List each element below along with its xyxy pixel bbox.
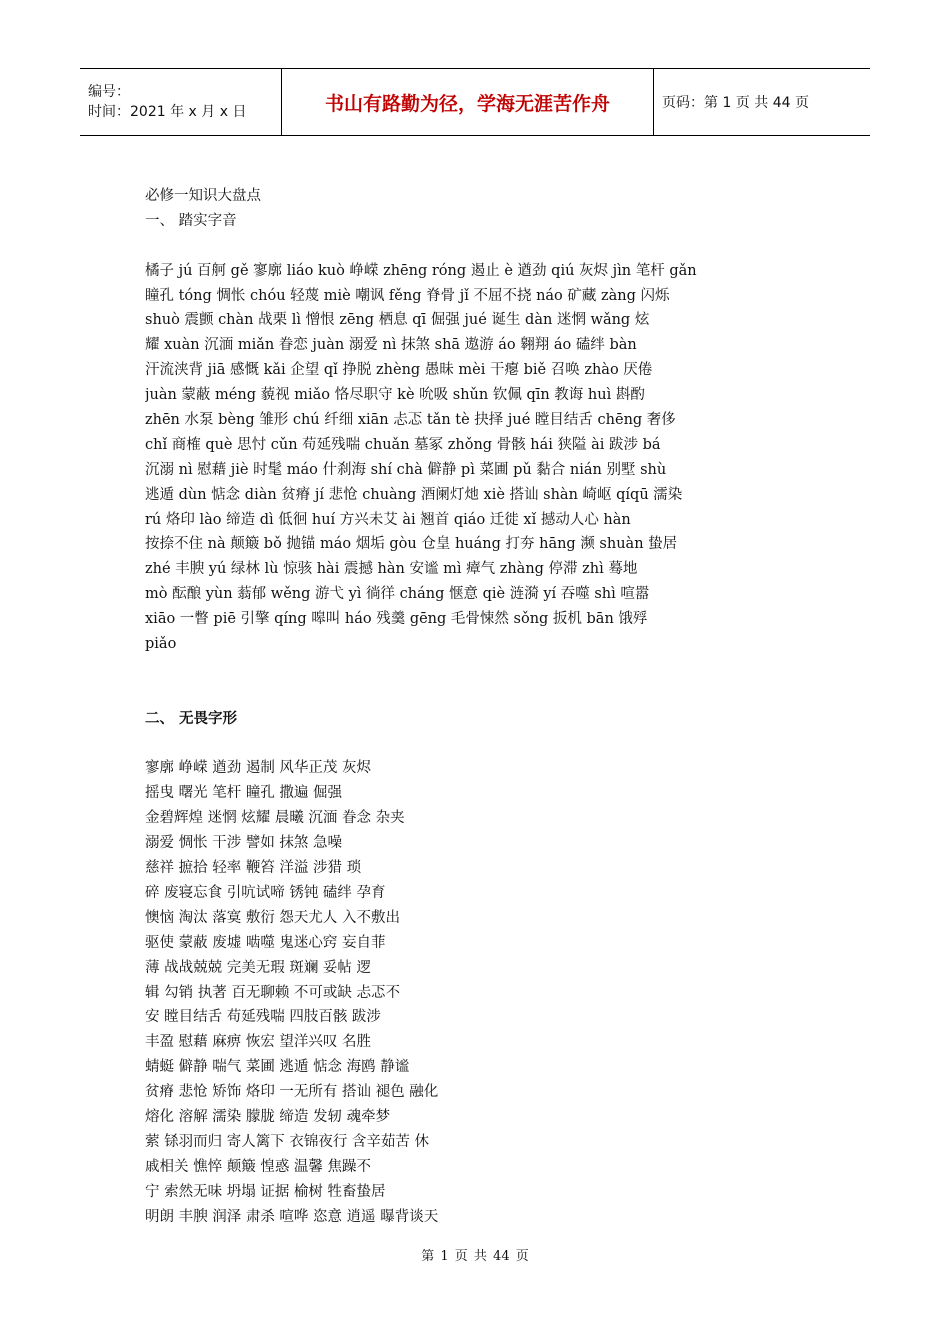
text-line: 宁 索然无味 坍塌 证据 榆树 牲畜蛰居 xyxy=(145,1183,386,1200)
motto: 书山有路勤为径，学海无涯苦作舟 xyxy=(324,92,610,115)
text-line: 懊恼 淘汰 落寞 敷衍 怨天尤人 入不敷出 xyxy=(145,909,401,926)
text-line: 碎 废寝忘食 引吭试啼 锈钝 磕绊 孕育 xyxy=(145,884,386,901)
text-line: 明朗 丰腴 润泽 肃杀 喧哗 恣意 逍遥 曝背谈天 xyxy=(145,1208,439,1225)
text-line: 慈祥 摭拾 轻率 鞭笞 洋溢 涉猎 琐 xyxy=(145,860,362,877)
text-line: 蜻蜓 僻静 喘气 菜圃 逃遁 惦念 海鸥 静谧 xyxy=(145,1059,410,1076)
page-footer: 第 1 页 共 44 页 xyxy=(421,1249,529,1264)
text-line: 逃遁 dùn 惦念 diàn 贫瘠 jí 悲怆 chuàng 酒阑灯灺 xiè 搭讪 shàn 崎岖 qíqū 濡染 xyxy=(145,486,683,503)
document-body xyxy=(145,184,810,1229)
text-line: xiāo 一瞥 piē 引擎 qíng 嗥叫 háo 残羹 gēng 毛骨悚然 sǒng 扳机 bān 饿殍 xyxy=(145,611,648,628)
text-line: 熔化 溶解 濡染 朦胧 缔造 发轫 魂牵梦 xyxy=(145,1108,391,1125)
section1-list xyxy=(145,259,810,657)
date-label: 时间：2021 年 x 月 x 日 xyxy=(88,104,247,120)
text-line: 萦 铩羽而归 寄人篱下 衣锦夜行 含辛茹苦 休 xyxy=(145,1133,430,1150)
header-meta xyxy=(80,69,282,135)
section2-list xyxy=(145,756,810,1229)
text-line: zhēn 水泵 bèng 雏形 chú 纤细 xiān 忐忑 tǎn tè 抉择 jué 瞠目结舌 chēng 奢侈 xyxy=(145,412,676,429)
page-info: 页码：第 1 页 共 44 页 xyxy=(662,95,809,111)
document-title: 必修一知识大盘点 xyxy=(145,188,261,204)
text-line: 薄 战战兢兢 完美无瑕 斑斓 妥帖 逻 xyxy=(145,959,372,976)
text-line: 沉溺 nì 慰藉 jiè 时髦 máo 什刹海 shí chà 僻静 pì 菜圃 pǔ 黏合 nián 别墅 shù xyxy=(145,461,667,478)
text-line: piǎo xyxy=(145,636,177,653)
text-line: 瞳孔 tóng 惆怅 chóu 轻蔑 miè 嘲讽 fěng 脊骨 jǐ 不屈不挠 náo 矿藏 zàng 闪烁 xyxy=(145,287,670,304)
text-line: 金碧辉煌 迷惘 炫耀 晨曦 沉湎 眷念 杂夹 xyxy=(145,810,405,827)
text-line: shuò 震颤 chàn 战栗 lì 憎恨 zēng 栖息 qī 倔强 jué 诞生 dàn 迷惘 wǎng 炫 xyxy=(145,312,650,329)
section2-heading: 二、 无畏字形 xyxy=(145,709,238,727)
text-line: 摇曳 曙光 笔杆 瞳孔 撒遍 倔强 xyxy=(145,785,343,802)
text-line: mò 酝酿 yùn 蓊郁 wěng 游弋 yì 徜徉 cháng 惬意 qiè 涟漪 yí 吞噬 shì 喧嚣 xyxy=(145,586,650,603)
page-header xyxy=(80,68,870,136)
text-line: 寥廓 峥嵘 遒劲 遏制 风华正茂 灰烬 xyxy=(145,760,372,777)
text-line: zhé 丰腴 yú 绿林 lù 惊骇 hài 震撼 hàn 安谧 mì 瘴气 zhàng 停滞 zhì 蓦地 xyxy=(145,561,638,578)
text-line: 溺爱 惆怅 干涉 譬如 抹煞 急噪 xyxy=(145,835,343,852)
text-line: 橘子 jú 百舸 gě 寥廓 liáo kuò 峥嵘 zhēng róng 遏止 è 遒劲 qiú 灰烬 jìn 笔杆 gǎn xyxy=(145,262,697,279)
header-motto-cell xyxy=(282,69,654,135)
text-line: 按捺不住 nà 颠簸 bǒ 抛锚 máo 烟垢 gòu 仓皇 huáng 打夯 hāng 濒 shuàn 蛰居 xyxy=(145,536,678,553)
number-label: 编号： xyxy=(88,84,130,100)
text-line: juàn 蒙蔽 méng 藐视 miǎo 恪尽职守 kè 吮吸 shǔn 钦佩 qīn 教诲 huì 斟酌 xyxy=(145,387,645,404)
text-line: 辑 勾销 执著 百无聊赖 不可或缺 忐忑不 xyxy=(145,984,401,1001)
text-line: 汗流浃背 jiā 感慨 kǎi 企望 qǐ 挣脱 zhèng 愚昧 mèi 干瘪 biě 召唤 zhào 厌倦 xyxy=(145,362,653,379)
text-line: 贫瘠 悲怆 矫饰 烙印 一无所有 搭讪 褪色 融化 xyxy=(145,1084,439,1101)
text-line: chǐ 商榷 què 思忖 cǔn 苟延残喘 chuǎn 墓冢 zhǒng 骨骸 hái 狭隘 ài 跋涉 bá xyxy=(145,436,661,453)
text-line: 丰盈 慰藉 麻痹 恢宏 望洋兴叹 名胜 xyxy=(145,1034,372,1051)
text-line: 驱使 蒙蔽 废墟 啮噬 鬼迷心窍 妄自菲 xyxy=(145,934,386,951)
header-page-cell xyxy=(654,69,870,135)
text-line: 耀 xuàn 沉湎 miǎn 眷恋 juàn 溺爱 nì 抹煞 shā 遨游 áo 翱翔 áo 磕绊 bàn xyxy=(145,337,637,354)
text-line: 戚相关 憔悴 颠簸 惶惑 温馨 焦躁不 xyxy=(145,1158,372,1175)
text-line: 安 瞠目结舌 苟延残喘 四肢百骸 跋涉 xyxy=(145,1009,381,1026)
section1-heading: 一、 踏实字音 xyxy=(145,212,237,229)
text-line: rú 烙印 lào 缔造 dì 低徊 huí 方兴未艾 ài 翘首 qiáo 迁徙 xǐ 撼动人心 hàn xyxy=(145,511,631,528)
